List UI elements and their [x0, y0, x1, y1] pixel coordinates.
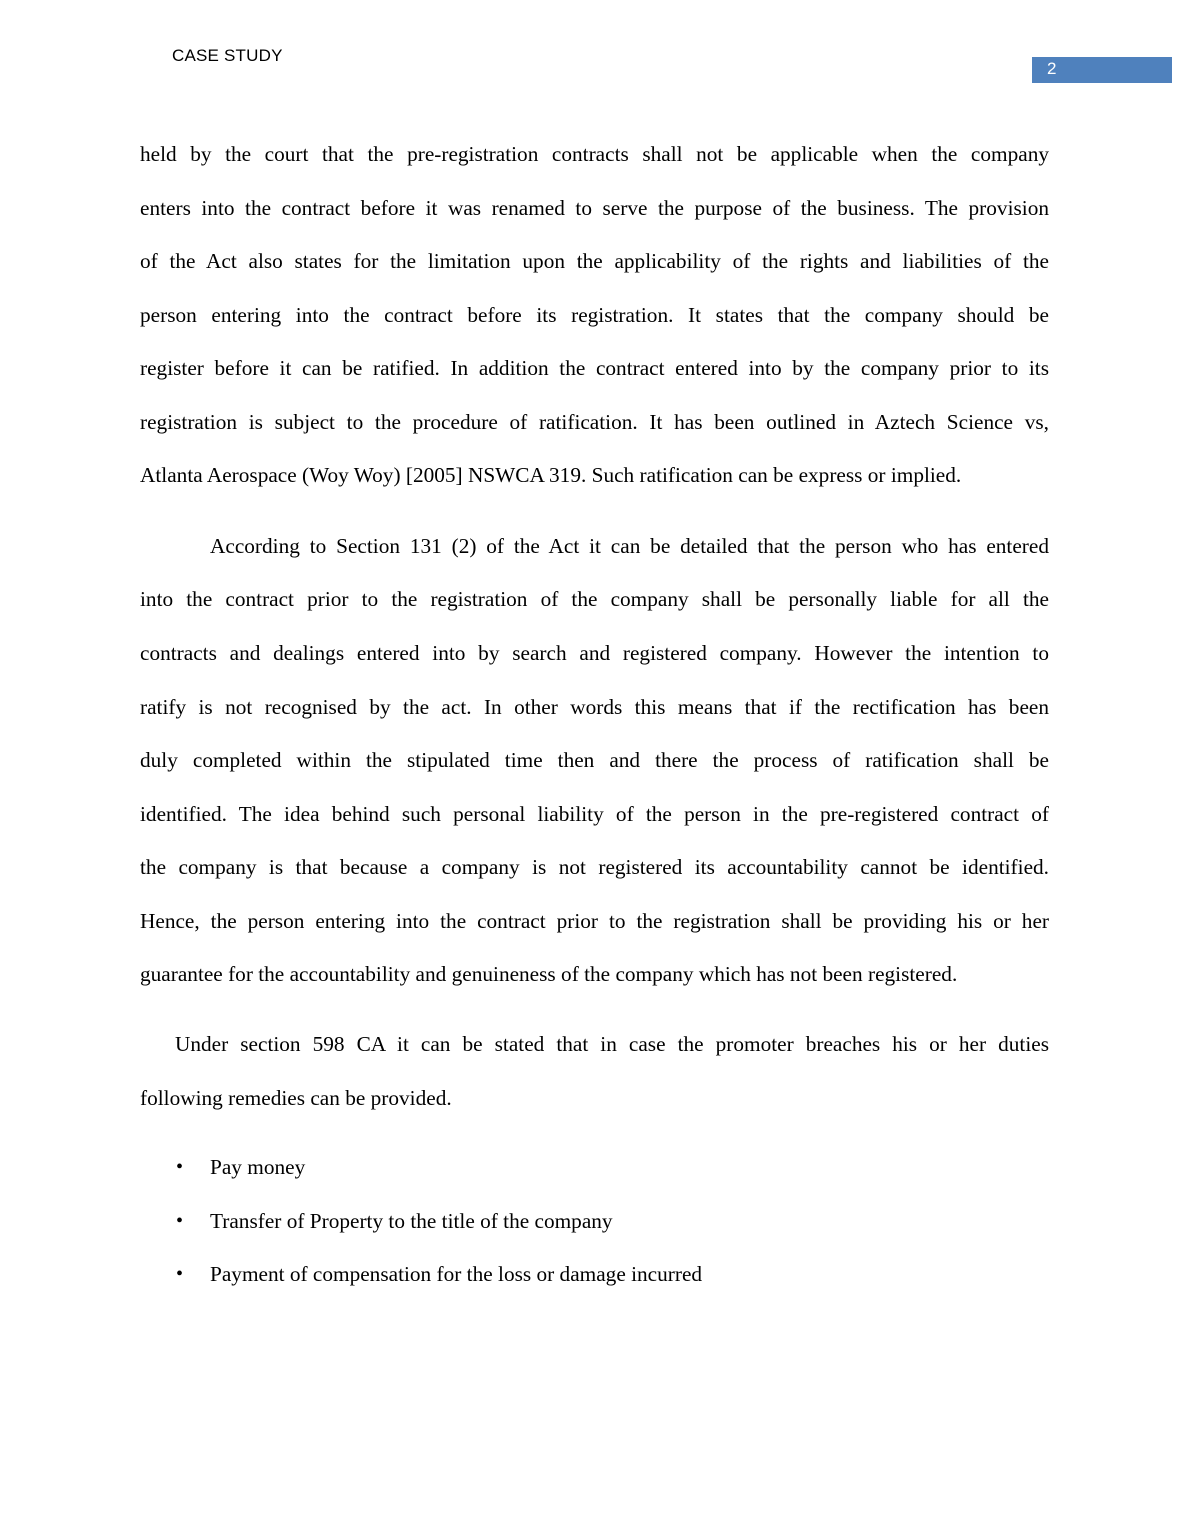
paragraph-line: following remedies can be provided. — [140, 1086, 452, 1110]
bullet-icon: • — [176, 1156, 184, 1178]
list-item — [140, 1152, 1049, 1182]
paragraph-3 — [140, 1029, 1049, 1119]
paragraph-line: person entering into the contract before its registration. It states that the company should be — [140, 303, 1049, 327]
page-number-badge — [1032, 57, 1172, 83]
paragraph-2 — [140, 531, 1049, 1001]
paragraph-line: of the Act also states for the limitation upon the applicability of the rights and liabilities of the — [140, 249, 1049, 273]
bullet-icon: • — [176, 1210, 184, 1232]
paragraph-line: identified. The idea behind such personal liability of the person in the pre-registered contract of — [140, 802, 1049, 826]
page-number: 2 — [1047, 59, 1057, 78]
paragraph-1 — [140, 139, 1049, 499]
paragraph-line: contracts and dealings entered into by search and registered company. However the intention to — [140, 641, 1049, 665]
paragraph-line: Hence, the person entering into the contract prior to the registration shall be providing his or her — [140, 909, 1049, 933]
paragraph-line: ratify is not recognised by the act. In other words this means that if the rectification has been — [140, 695, 1049, 719]
list-item — [140, 1206, 1049, 1236]
paragraph-line: held by the court that the pre-registration contracts shall not be applicable when the company — [140, 142, 1049, 166]
running-header-title: CASE STUDY — [172, 46, 283, 65]
remedies-list — [140, 1152, 1049, 1302]
list-item-text: Payment of compensation for the loss or damage incurred — [210, 1262, 703, 1286]
paragraph-line: guarantee for the accountability and genuineness of the company which has not been registered. — [140, 962, 958, 986]
paragraph-line: register before it can be ratified. In addition the contract entered into by the company prior to its — [140, 356, 1049, 380]
paragraph-line: enters into the contract before it was renamed to serve the purpose of the business. The provision — [140, 196, 1049, 220]
paragraph-line: According to Section 131 (2) of the Act it can be detailed that the person who has entered — [210, 534, 1049, 558]
paragraph-line: the company is that because a company is not registered its accountability cannot be identified. — [140, 855, 1049, 879]
paragraph-line: duly completed within the stipulated time then and there the process of ratification shall be — [140, 748, 1049, 772]
paragraph-line: into the contract prior to the registration of the company shall be personally liable for all the — [140, 587, 1049, 611]
paragraph-line: Under section 598 CA it can be stated that in case the promoter breaches his or her duties — [175, 1032, 1049, 1056]
list-item-text: Transfer of Property to the title of the company — [210, 1209, 613, 1233]
bullet-icon: • — [176, 1263, 184, 1285]
paragraph-line: registration is subject to the procedure of ratification. It has been outlined in Aztech Science vs, — [140, 410, 1049, 434]
list-item-text: Pay money — [210, 1155, 306, 1179]
list-item — [140, 1259, 1049, 1289]
paragraph-line: Atlanta Aerospace (Woy Woy) [2005] NSWCA 319. Such ratification can be express or implied. — [140, 463, 962, 487]
